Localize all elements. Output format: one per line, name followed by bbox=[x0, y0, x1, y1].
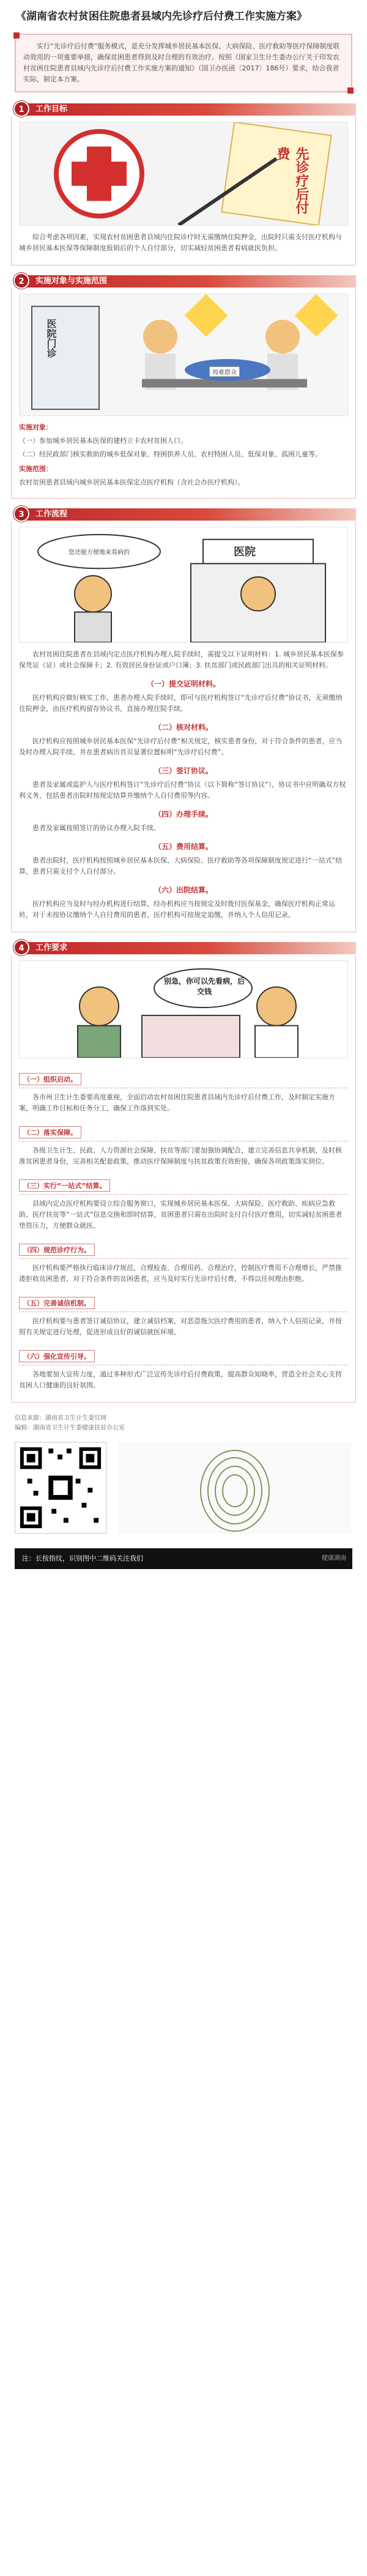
section-title: 工作目标 bbox=[35, 105, 68, 114]
step-text: 医疗机构应按照城乡居民基本医保“先诊疗后付费”相关规定，核实患者身份，对于符合条件的患者，应当及时办理入院手续，并在患者病历首页显著位置标明“先诊疗后付费”。 bbox=[19, 737, 343, 756]
requirement-text: 医疗机构要严格执行临床诊疗规范，合理检查、合理用药、合理治疗，控制医疗费用不合理增长，严禁推诿拒收贫困患者，对于符合条件的贫困患者，应当及时实行先诊疗后付费，不得以任何理由拒绝。 bbox=[19, 1264, 342, 1283]
hospital-door-sign: 医院门诊 bbox=[45, 319, 57, 358]
section-header-requirements bbox=[11, 940, 356, 956]
scope-text: 农村贫困患者县域内城乡居民基本医保定点医疗机构（含社会办医疗机构）。 bbox=[19, 478, 245, 486]
section-title: 工作要求 bbox=[35, 943, 68, 952]
section-title: 实施对象与实施范围 bbox=[35, 277, 108, 286]
requirement-tag: （三）实行“一站式”结算。 bbox=[19, 1179, 110, 1192]
bottom-hint: 注：长按指纹，识别图中二维码关注我们 bbox=[22, 1554, 143, 1562]
section-header-goal bbox=[11, 101, 356, 117]
section-goal bbox=[11, 117, 356, 265]
step-text: 患者及家属按照签订的协议办理入院手续。 bbox=[32, 824, 160, 832]
requirement-text: 各级卫生计生、民政、人力资源社会保障、扶贫等部门要加强协调配合，建立完善信息共享机制，及时核准贫困患者身份，完善相关配套政策，推动医疗保障制度与扶贫政策有效衔接，确保各项政策落实到位。 bbox=[19, 1146, 342, 1165]
section-header-scope bbox=[11, 273, 356, 289]
step-title: （四）办理手续。 bbox=[154, 810, 213, 818]
bottom-banner bbox=[15, 1548, 352, 1569]
requirement-text: 医疗机构要与患者签订诚信协议，建立诚信档案，对恶意拖欠医疗费用的患者，纳入个人信用记录，并按照有关规定进行处理，促进形成良好的诚信就医环境。 bbox=[19, 1317, 342, 1336]
object-label: 实施对象： bbox=[19, 423, 53, 431]
section-requirements bbox=[11, 956, 356, 1403]
step-text: 患者及家属或监护人与医疗机构签订“先诊疗后付费”协议（以下简称“签订协议”），协议书中应明确双方权利义务，包括患者出院时按规定结算并缴纳个人自付费用等内容。 bbox=[19, 781, 346, 800]
footer-line: 信息来源：湖南省卫生计生委官网 bbox=[15, 1415, 106, 1422]
step-title: （三）签订协议。 bbox=[154, 766, 213, 775]
requirement-tag: （二）落实保障。 bbox=[19, 1126, 81, 1138]
hospital-counter-illustration bbox=[19, 527, 348, 643]
patient-badge: 周难群众 bbox=[209, 366, 240, 377]
requirement-text: 各市州卫生计生委要高度重视，全面启动农村贫困住院患者县域内先诊疗后付费工作，及时制定实施方案，明确工作目标和任务分工，确保工作落到实处。 bbox=[19, 1093, 335, 1112]
scope-label: 实施范围： bbox=[19, 465, 53, 473]
object-item: （二）经民政部门核实救助的城乡低保对象、特困供养人员、农村特困人员、低保对象、孤困儿童等。 bbox=[19, 450, 322, 458]
speech-bubble: 您还能方便地来看病的 bbox=[69, 549, 130, 556]
footer-line: 编辑：湖南省卫生计生委健康扶贫办公室 bbox=[15, 1425, 125, 1431]
doctor-speech-bubble: 别急，你可以先看病，后交钱 bbox=[163, 977, 245, 996]
step-title: （六）出院结算。 bbox=[154, 886, 213, 894]
requirement-tag: （五）完善诚信机制。 bbox=[19, 1297, 95, 1309]
qr-row bbox=[15, 1442, 352, 1540]
section-number: 3 bbox=[13, 506, 29, 522]
footer-source bbox=[15, 1414, 352, 1433]
intro-text: 实行“先诊疗后付费”服务模式，是充分发挥城乡居民基本医保、大病保险、医疗救助等医疗保障制度联动效用的一项重要举措，确保贫困患者得到及时合理的有效治疗。按照《国家卫生计生委办公厅关于印发农村贫困住院患者县域内先诊疗后付费工作实施方案的通知》（国卫办医函〔2017〕186号）要求，结合我省实际，制定本方案。 bbox=[23, 42, 340, 83]
object-item: （一）参加城乡居民基本医保的建档立卡农村贫困人口。 bbox=[19, 437, 187, 445]
step-title: （二）核对材料。 bbox=[154, 723, 213, 732]
step-text: 医疗机构应当及时与经办机构进行结算，经办机构应当按规定及时拨付医保基金，确保医疗机构正常运转，对于未按协议缴纳个人自付费用的患者，医疗机构可按规定追缴，并纳入个人信用记录。 bbox=[19, 900, 335, 919]
hospital-sign: 医院 bbox=[234, 546, 256, 559]
requirement-tag: （一）组织启动。 bbox=[19, 1073, 81, 1085]
requirement-text: 各地要加大宣传力度，通过多种形式广泛宣传先诊疗后付费政策，提高群众知晓率，营造全社会关心支持贫困人口健康的良好氛围。 bbox=[19, 1370, 342, 1389]
fingerprint-icon[interactable] bbox=[119, 1442, 351, 1534]
requirement-tag: （四）规范诊疗行为。 bbox=[19, 1244, 95, 1256]
section-title: 工作流程 bbox=[35, 510, 68, 519]
section-header-process bbox=[11, 506, 356, 522]
section-number: 2 bbox=[13, 273, 29, 289]
section-number: 4 bbox=[13, 940, 29, 956]
goal-text: 综合考虑各项因素，实现农村贫困患者县域内住院诊疗时无需缴纳住院押金，出院时只需支付医疗机构与城乡居民基本医保等保障制度报销后的个人自付部分，切实减轻贫困患者看病就医负担。 bbox=[19, 233, 342, 252]
stretcher-icon bbox=[20, 294, 347, 415]
requirement-tag: （六）强化宣传引导。 bbox=[19, 1350, 95, 1362]
requirement-text: 县域内定点医疗机构要设立综合服务窗口，实现城乡居民基本医保、大病保险、医疗救助、疾病应急救助、医疗扶贫等“一站式”信息交换和即时结算，贫困患者只需在出院时支付自付医疗费用，切实减轻贫困患者垫资压力，方便群众就医。 bbox=[19, 1200, 343, 1230]
section-process bbox=[11, 522, 356, 932]
intro-box bbox=[15, 34, 352, 92]
qr-code-icon[interactable] bbox=[15, 1442, 106, 1534]
watermark: 健康湖南 bbox=[322, 1555, 346, 1562]
doctor-patient-illustration bbox=[19, 960, 348, 1058]
process-intro: 农村贫困住院患者在县域内定点医疗机构办理入院手续时，需提交以下证明材料：1. 城乡居民基本医保参保凭证（证）或社会保障卡；2. 有效居民身份证或户口簿；3. 扶贫部门或民政部门出具的相关证明材料。 bbox=[19, 650, 344, 669]
illus-sign-text: 先诊疗后付费 bbox=[275, 147, 309, 214]
hospital-counter-icon bbox=[20, 527, 347, 642]
step-text: 医疗机构应做好核实工作，患者办理入院手续时，即可与医疗机构签订“先诊疗后付费”协议书，无须缴纳住院押金，由医疗机构留存协议书，直接办理住院手续。 bbox=[19, 694, 343, 713]
step-title: （一）提交证明材料。 bbox=[146, 680, 220, 688]
step-text: 患者出院时，医疗机构按照城乡居民基本医保、大病保险、医疗救助等各项保障制度规定进行“一站式”结算，患者只需支付个人自付部分。 bbox=[19, 856, 343, 875]
stretcher-illustration bbox=[19, 294, 348, 416]
section-scope bbox=[11, 289, 356, 499]
step-title: （五）费用结算。 bbox=[154, 842, 213, 851]
section-number: 1 bbox=[13, 101, 29, 117]
hospital-cross-illustration bbox=[19, 122, 348, 226]
page-title: 《湖南省农村贫困住院患者县域内先诊疗后付费工作实施方案》 bbox=[16, 10, 307, 23]
